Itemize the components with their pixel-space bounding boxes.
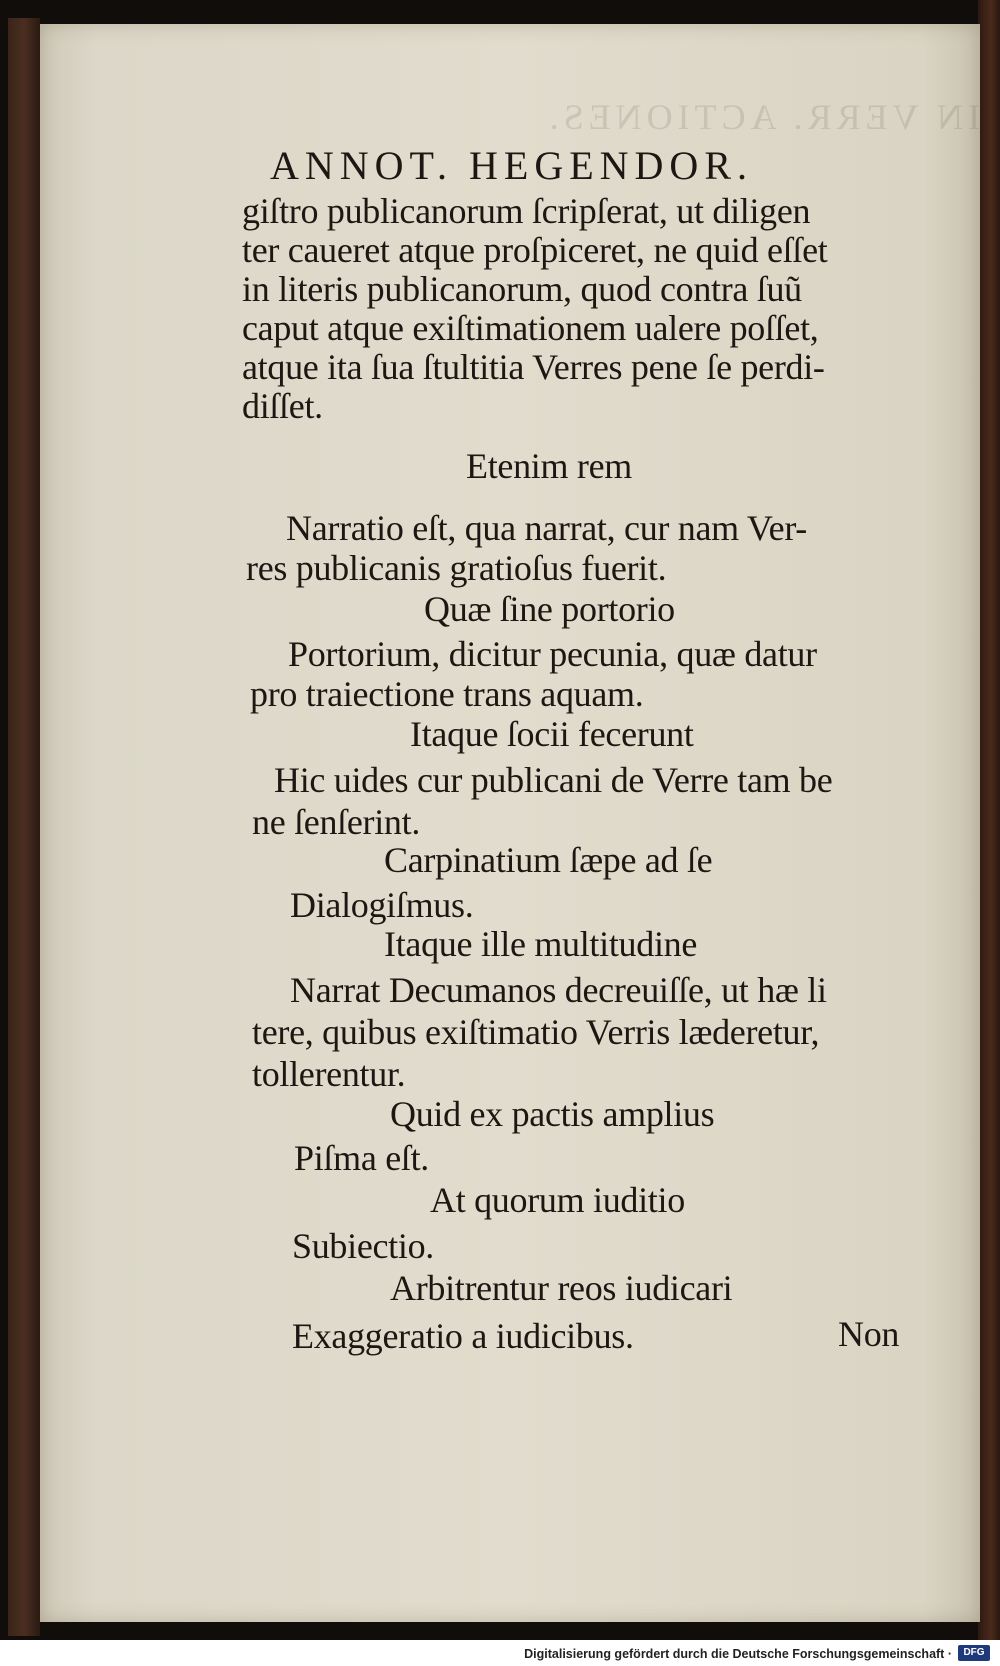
body-line-3: in literis publicanorum, quod contra ſuũ (242, 269, 802, 309)
lemma-arbitrentur: Arbitrentur reos iudicari (390, 1268, 733, 1308)
body-line-11: Hic uides cur publicani de Verre tam be (274, 760, 833, 800)
body-line-15: tere, quibus exiſtimatio Verris læderetur, (252, 1012, 820, 1052)
body-line-14: Narrat Decumanos decreuiſſe, ut hæ li (290, 970, 827, 1010)
bleed-through-text: IN VERR. ACTIONES. (544, 97, 980, 137)
body-line-16: tollerentur. (252, 1054, 406, 1094)
body-line-6: diſſet. (242, 386, 323, 426)
funding-credit: Digitalisierung gefördert durch die Deutsche Forschungsgemeinschaft · (524, 1647, 952, 1661)
lemma-quae-sine-portorio: Quæ ſine portorio (424, 589, 675, 629)
book-cover-left-edge (8, 18, 40, 1636)
body-line-18: Subiectio. (292, 1226, 434, 1266)
body-line-8: res publicanis gratioſus fuerit. (246, 548, 667, 588)
catchword: Non (838, 1314, 900, 1354)
body-line-17: Piſma eſt. (294, 1138, 429, 1178)
body-line-19: Exaggeratio a iudicibus. (292, 1316, 634, 1356)
lemma-etenim-rem: Etenim rem (466, 446, 632, 486)
lemma-itaque-ille: Itaque ille multitudine (384, 924, 698, 964)
body-line-5: atque ita ſua ſtultitia Verres pene ſe perdi- (242, 347, 825, 387)
lemma-itaque-socii: Itaque ſocii fecerunt (410, 714, 694, 754)
lemma-carpinatium: Carpinatium ſæpe ad ſe (384, 840, 713, 880)
book-cover-right-edge (978, 0, 1000, 1640)
body-line-10: pro traiectione trans aquam. (250, 674, 644, 714)
body-line-13: Dialogiſmus. (290, 885, 474, 925)
body-line-7: Narratio eſt, qua narrat, cur nam Ver- (286, 508, 807, 548)
body-line-9: Portorium, dicitur pecunia, quæ datur (288, 634, 817, 674)
body-line-2: ter caueret atque proſpiceret, ne quid eſſet (242, 230, 828, 270)
running-header: ANNOT. HEGENDOR. (270, 143, 753, 188)
body-line-1: giſtro publicanorum ſcripſerat, ut diligen (242, 191, 811, 231)
body-line-4: caput atque exiſtimationem ualere poſſet, (242, 308, 819, 348)
lemma-quid-ex-pactis: Quid ex pactis amplius (390, 1094, 715, 1134)
lemma-at-quorum: At quorum iuditio (430, 1180, 685, 1220)
body-line-12: ne ſenſerint. (252, 802, 421, 842)
dfg-logo: DFG (958, 1645, 990, 1661)
